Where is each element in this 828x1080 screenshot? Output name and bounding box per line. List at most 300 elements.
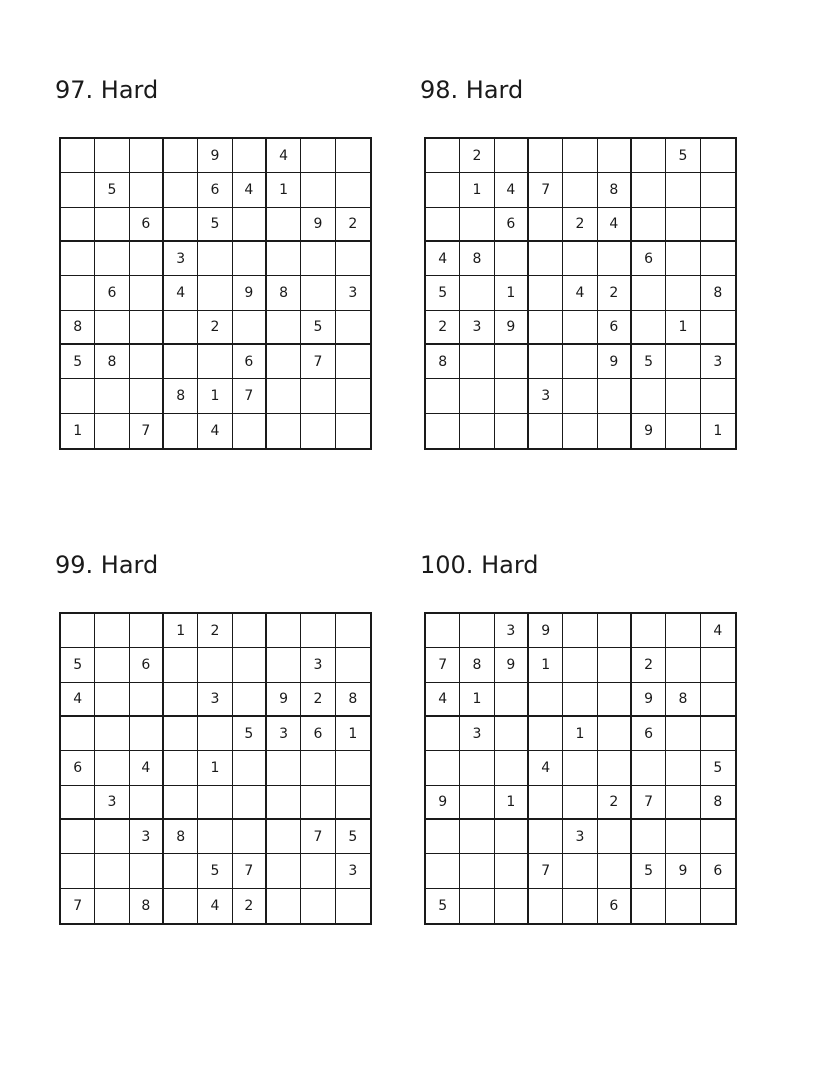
- sudoku-cell: 9: [426, 786, 460, 820]
- sudoku-cell: 7: [529, 173, 563, 207]
- sudoku-cell: 7: [233, 854, 267, 888]
- sudoku-cell: [666, 820, 700, 854]
- sudoku-cell: [130, 854, 164, 888]
- sudoku-cell: [632, 820, 666, 854]
- sudoku-cell: 8: [164, 379, 198, 413]
- sudoku-cell: 8: [598, 173, 632, 207]
- sudoku-cell: [198, 786, 232, 820]
- sudoku-cell: [301, 276, 335, 310]
- sudoku-cell: [61, 717, 95, 751]
- sudoku-cell: 2: [301, 683, 335, 717]
- sudoku-cell: [336, 242, 370, 276]
- sudoku-cell: [336, 139, 370, 173]
- sudoku-cell: [95, 751, 129, 785]
- sudoku-cell: [301, 614, 335, 648]
- sudoku-cell: 9: [198, 139, 232, 173]
- sudoku-cell: 8: [460, 648, 494, 682]
- sudoku-cell: [164, 173, 198, 207]
- sudoku-cell: 4: [233, 173, 267, 207]
- sudoku-cell: [164, 414, 198, 448]
- sudoku-cell: 1: [563, 717, 597, 751]
- sudoku-cell: [61, 614, 95, 648]
- sudoku-cell: [701, 242, 735, 276]
- sudoku-cell: [130, 173, 164, 207]
- sudoku-cell: [598, 379, 632, 413]
- sudoku-cell: [164, 648, 198, 682]
- sudoku-cell: [198, 242, 232, 276]
- sudoku-cell: [426, 751, 460, 785]
- sudoku-cell: 2: [460, 139, 494, 173]
- sudoku-cell: [529, 208, 563, 242]
- sudoku-cell: [460, 751, 494, 785]
- sudoku-cell: 4: [426, 242, 460, 276]
- sudoku-cell: [267, 854, 301, 888]
- sudoku-cell: [336, 786, 370, 820]
- sudoku-cell: 6: [598, 311, 632, 345]
- sudoku-cell: 6: [95, 276, 129, 310]
- sudoku-cell: [563, 311, 597, 345]
- sudoku-cell: [460, 345, 494, 379]
- sudoku-cell: [61, 854, 95, 888]
- sudoku-cell: 5: [666, 139, 700, 173]
- sudoku-cell: [164, 139, 198, 173]
- sudoku-cell: 3: [336, 276, 370, 310]
- sudoku-cell: [336, 379, 370, 413]
- sudoku-cell: [233, 614, 267, 648]
- sudoku-cell: [130, 786, 164, 820]
- sudoku-cell: [495, 683, 529, 717]
- sudoku-cell: [701, 717, 735, 751]
- sudoku-cell: [495, 414, 529, 448]
- sudoku-cell: [495, 242, 529, 276]
- sudoku-cell: [301, 173, 335, 207]
- sudoku-cell: 2: [426, 311, 460, 345]
- puzzle-title: 97. Hard: [55, 76, 159, 104]
- sudoku-cell: [495, 139, 529, 173]
- sudoku-cell: 4: [529, 751, 563, 785]
- sudoku-cell: [233, 242, 267, 276]
- sudoku-cell: [598, 717, 632, 751]
- sudoku-cell: 7: [130, 414, 164, 448]
- sudoku-grid: [59, 137, 372, 450]
- sudoku-cell: [598, 820, 632, 854]
- sudoku-cell: [164, 683, 198, 717]
- sudoku-cell: [563, 414, 597, 448]
- sudoku-cell: [130, 242, 164, 276]
- sudoku-cell: [666, 242, 700, 276]
- sudoku-cell: [666, 379, 700, 413]
- sudoku-cell: [666, 786, 700, 820]
- sudoku-cell: [563, 683, 597, 717]
- sudoku-cell: [701, 889, 735, 923]
- sudoku-cell: 1: [164, 614, 198, 648]
- sudoku-cell: [267, 345, 301, 379]
- sudoku-cell: [301, 414, 335, 448]
- sudoku-cell: [426, 414, 460, 448]
- sudoku-cell: 1: [495, 786, 529, 820]
- sudoku-cell: [495, 889, 529, 923]
- sudoku-cell: 3: [95, 786, 129, 820]
- sudoku-cell: [563, 139, 597, 173]
- sudoku-cell: [164, 889, 198, 923]
- sudoku-cell: [563, 345, 597, 379]
- sudoku-cell: 8: [61, 311, 95, 345]
- sudoku-cell: [130, 345, 164, 379]
- sudoku-cell: 6: [598, 889, 632, 923]
- sudoku-cell: [529, 717, 563, 751]
- sudoku-cell: [233, 139, 267, 173]
- sudoku-cell: 4: [426, 683, 460, 717]
- sudoku-cell: [233, 208, 267, 242]
- sudoku-cell: 6: [233, 345, 267, 379]
- sudoku-cell: [495, 820, 529, 854]
- sudoku-cell: [95, 683, 129, 717]
- sudoku-cell: [233, 786, 267, 820]
- sudoku-cell: [632, 889, 666, 923]
- sudoku-cell: [701, 820, 735, 854]
- sudoku-cell: [301, 854, 335, 888]
- sudoku-cell: 9: [632, 414, 666, 448]
- sudoku-puzzle: [420, 73, 736, 450]
- sudoku-cell: 3: [267, 717, 301, 751]
- sudoku-cell: [666, 276, 700, 310]
- sudoku-cell: 9: [301, 208, 335, 242]
- sudoku-cell: 1: [198, 379, 232, 413]
- sudoku-cell: 9: [267, 683, 301, 717]
- sudoku-cell: [598, 242, 632, 276]
- sudoku-cell: [164, 717, 198, 751]
- puzzle-title: 98. Hard: [420, 76, 524, 104]
- sudoku-cell: [233, 414, 267, 448]
- sudoku-cell: [301, 751, 335, 785]
- sudoku-cell: 3: [701, 345, 735, 379]
- sudoku-cell: 9: [666, 854, 700, 888]
- sudoku-cell: 6: [495, 208, 529, 242]
- sudoku-cell: [666, 208, 700, 242]
- sudoku-cell: [701, 208, 735, 242]
- sudoku-cell: 4: [164, 276, 198, 310]
- sudoku-cell: [563, 889, 597, 923]
- sudoku-cell: [301, 139, 335, 173]
- sudoku-cell: [563, 648, 597, 682]
- sudoku-cell: [529, 311, 563, 345]
- sudoku-cell: [301, 889, 335, 923]
- sudoku-cell: [701, 139, 735, 173]
- sudoku-cell: [61, 242, 95, 276]
- sudoku-cell: [336, 311, 370, 345]
- sudoku-cell: [267, 242, 301, 276]
- sudoku-cell: 2: [336, 208, 370, 242]
- sudoku-cell: [267, 614, 301, 648]
- sudoku-cell: 1: [713, 422, 723, 439]
- sudoku-cell: [130, 614, 164, 648]
- sudoku-cell: [61, 173, 95, 207]
- sudoku-cell: 6: [198, 173, 232, 207]
- sudoku-cell: [426, 208, 460, 242]
- sudoku-cell: 1: [336, 717, 370, 751]
- sudoku-cell: [666, 648, 700, 682]
- sudoku-cell: [95, 820, 129, 854]
- sudoku-cell: [233, 751, 267, 785]
- sudoku-cell: [632, 276, 666, 310]
- sudoku-cell: 3: [301, 648, 335, 682]
- sudoku-cell: [495, 854, 529, 888]
- puzzle-title: 100. Hard: [420, 551, 539, 579]
- sudoku-cell: 7: [233, 379, 267, 413]
- sudoku-cell: [198, 345, 232, 379]
- sudoku-cell: [666, 614, 700, 648]
- sudoku-cell: 6: [632, 242, 666, 276]
- sudoku-cell: 8: [336, 683, 370, 717]
- sudoku-cell: [563, 614, 597, 648]
- sudoku-cell: [267, 751, 301, 785]
- sudoku-cell: 1: [198, 751, 232, 785]
- sudoku-cell: [267, 889, 301, 923]
- sudoku-cell: [95, 854, 129, 888]
- sudoku-cell: [529, 889, 563, 923]
- sudoku-cell: 4: [563, 276, 597, 310]
- sudoku-cell: [632, 379, 666, 413]
- sudoku-cell: [426, 379, 460, 413]
- sudoku-cell: [336, 889, 370, 923]
- sudoku-cell: [130, 683, 164, 717]
- sudoku-cell: [130, 139, 164, 173]
- sudoku-cell: [61, 379, 95, 413]
- sudoku-cell: 2: [198, 311, 232, 345]
- sudoku-cell: [95, 139, 129, 173]
- sudoku-cell: [529, 414, 563, 448]
- sudoku-cell: [267, 208, 301, 242]
- sudoku-cell: 5: [61, 648, 95, 682]
- sudoku-cell: [460, 276, 494, 310]
- sudoku-cell: 4: [598, 208, 632, 242]
- sudoku-cell: [95, 311, 129, 345]
- sudoku-cell: [267, 648, 301, 682]
- sudoku-cell: 4: [495, 173, 529, 207]
- sudoku-cell: 9: [598, 345, 632, 379]
- sudoku-cell: [460, 208, 494, 242]
- sudoku-cell: 4: [198, 414, 232, 448]
- sudoku-cell: 8: [130, 889, 164, 923]
- sudoku-cell: [61, 208, 95, 242]
- sudoku-cell: [701, 648, 735, 682]
- sudoku-cell: 4: [61, 683, 95, 717]
- sudoku-cell: [666, 173, 700, 207]
- sudoku-cell: 2: [598, 276, 632, 310]
- sudoku-cell: 1: [267, 173, 301, 207]
- sudoku-cell: [460, 820, 494, 854]
- sudoku-cell: 7: [301, 345, 335, 379]
- sudoku-cell: 3: [198, 683, 232, 717]
- sudoku-cell: [336, 173, 370, 207]
- sudoku-cell: 9: [233, 276, 267, 310]
- sudoku-cell: [61, 139, 95, 173]
- sudoku-cell: 2: [632, 648, 666, 682]
- sudoku-cell: [233, 311, 267, 345]
- sudoku-cell: [529, 786, 563, 820]
- sudoku-cell: [701, 311, 735, 345]
- sudoku-cell: [426, 717, 460, 751]
- sudoku-cell: [460, 379, 494, 413]
- sudoku-cell: 5: [198, 854, 232, 888]
- sudoku-cell: [198, 648, 232, 682]
- sudoku-cell: 1: [495, 276, 529, 310]
- sudoku-cell: [460, 889, 494, 923]
- sudoku-cell: 8: [701, 276, 735, 310]
- sudoku-cell: 3: [460, 311, 494, 345]
- sudoku-cell: [233, 820, 267, 854]
- sudoku-cell: 1: [529, 648, 563, 682]
- sudoku-cell: 1: [61, 414, 95, 448]
- sudoku-cell: [460, 854, 494, 888]
- sudoku-cell: [495, 379, 529, 413]
- sudoku-cell: [563, 854, 597, 888]
- sudoku-cell: [61, 786, 95, 820]
- sudoku-cell: 5: [632, 854, 666, 888]
- sudoku-cell: [529, 276, 563, 310]
- sudoku-puzzle: [420, 548, 736, 925]
- sudoku-cell: [632, 139, 666, 173]
- sudoku-cell: [701, 379, 735, 413]
- sudoku-cell: [198, 276, 232, 310]
- sudoku-cell: 2: [233, 889, 267, 923]
- sudoku-cell: [598, 414, 632, 448]
- sudoku-grid: [424, 137, 737, 450]
- sudoku-cell: [95, 614, 129, 648]
- sudoku-cell: 8: [701, 786, 735, 820]
- sudoku-cell: [495, 751, 529, 785]
- sudoku-cell: [529, 345, 563, 379]
- sudoku-cell: 5: [233, 717, 267, 751]
- sudoku-cell: [336, 345, 370, 379]
- sudoku-cell: [563, 379, 597, 413]
- sudoku-cell: [632, 311, 666, 345]
- sudoku-cell: 5: [198, 208, 232, 242]
- sudoku-cell: 5: [426, 276, 460, 310]
- sudoku-cell: 8: [95, 345, 129, 379]
- sudoku-cell: [164, 751, 198, 785]
- sudoku-cell: 8: [267, 276, 301, 310]
- sudoku-cell: [529, 242, 563, 276]
- sudoku-cell: [701, 173, 735, 207]
- sudoku-cell: [336, 614, 370, 648]
- sudoku-cell: [130, 717, 164, 751]
- sudoku-cell: [267, 820, 301, 854]
- sudoku-cell: [426, 139, 460, 173]
- sudoku-cell: [598, 614, 632, 648]
- sudoku-cell: 8: [426, 345, 460, 379]
- sudoku-grid: [424, 612, 737, 925]
- sudoku-cell: 3: [164, 242, 198, 276]
- sudoku-cell: [460, 614, 494, 648]
- sudoku-cell: [529, 683, 563, 717]
- sudoku-cell: 6: [61, 751, 95, 785]
- sudoku-cell: [632, 614, 666, 648]
- sudoku-cell: [95, 889, 129, 923]
- sudoku-cell: [267, 379, 301, 413]
- sudoku-cell: 3: [529, 379, 563, 413]
- sudoku-cell: 1: [460, 173, 494, 207]
- sudoku-cell: [95, 717, 129, 751]
- sudoku-cell: [95, 414, 129, 448]
- sudoku-cell: [61, 276, 95, 310]
- sudoku-cell: [164, 854, 198, 888]
- sudoku-cell: [632, 173, 666, 207]
- sudoku-cell: [666, 414, 700, 448]
- sudoku-cell: 5: [632, 345, 666, 379]
- sudoku-cell: [95, 379, 129, 413]
- sudoku-cell: 7: [426, 648, 460, 682]
- sudoku-cell: [598, 648, 632, 682]
- sudoku-cell: [598, 751, 632, 785]
- sudoku-cell: [529, 820, 563, 854]
- sudoku-cell: [336, 648, 370, 682]
- sudoku-cell: 7: [632, 786, 666, 820]
- sudoku-cell: 6: [301, 717, 335, 751]
- sudoku-cell: [666, 751, 700, 785]
- sudoku-cell: [666, 717, 700, 751]
- sudoku-cell: 9: [495, 311, 529, 345]
- sudoku-cell: 3: [460, 717, 494, 751]
- sudoku-cell: [598, 854, 632, 888]
- sudoku-cell: 3: [130, 820, 164, 854]
- sudoku-cell: [301, 786, 335, 820]
- sudoku-cell: [301, 379, 335, 413]
- sudoku-cell: [130, 276, 164, 310]
- sudoku-cell: 1: [460, 683, 494, 717]
- sudoku-cell: [666, 889, 700, 923]
- sudoku-cell: 6: [632, 717, 666, 751]
- sudoku-cell: [267, 414, 301, 448]
- sudoku-cell: [61, 820, 95, 854]
- sudoku-puzzle: [55, 73, 371, 450]
- sudoku-cell: [529, 139, 563, 173]
- sudoku-cell: [426, 173, 460, 207]
- sudoku-cell: 2: [563, 208, 597, 242]
- sudoku-cell: 5: [701, 751, 735, 785]
- sudoku-cell: [563, 786, 597, 820]
- sudoku-cell: [130, 379, 164, 413]
- sudoku-cell: [632, 751, 666, 785]
- sudoku-cell: [426, 614, 460, 648]
- sudoku-cell: 7: [61, 889, 95, 923]
- sudoku-cell: [95, 242, 129, 276]
- sudoku-cell: [495, 345, 529, 379]
- sudoku-cell: [198, 820, 232, 854]
- sudoku-cell: [598, 683, 632, 717]
- sudoku-cell: [426, 854, 460, 888]
- sudoku-cell: 9: [632, 683, 666, 717]
- sudoku-cell: 5: [61, 345, 95, 379]
- sudoku-cell: 8: [164, 820, 198, 854]
- sudoku-cell: [267, 311, 301, 345]
- sudoku-cell: [164, 345, 198, 379]
- puzzle-title: 99. Hard: [55, 551, 159, 579]
- sudoku-cell: [495, 717, 529, 751]
- sudoku-cell: 2: [598, 786, 632, 820]
- sudoku-cell: 4: [198, 889, 232, 923]
- sudoku-cell: [95, 208, 129, 242]
- sudoku-puzzle: [55, 548, 371, 925]
- sudoku-cell: 8: [666, 683, 700, 717]
- sudoku-cell: 6: [130, 208, 164, 242]
- sudoku-cell: [233, 648, 267, 682]
- sudoku-cell: [164, 208, 198, 242]
- sudoku-cell: 9: [529, 614, 563, 648]
- sudoku-cell: 3: [495, 614, 529, 648]
- sudoku-cell: [701, 683, 735, 717]
- sudoku-cell: 9: [495, 648, 529, 682]
